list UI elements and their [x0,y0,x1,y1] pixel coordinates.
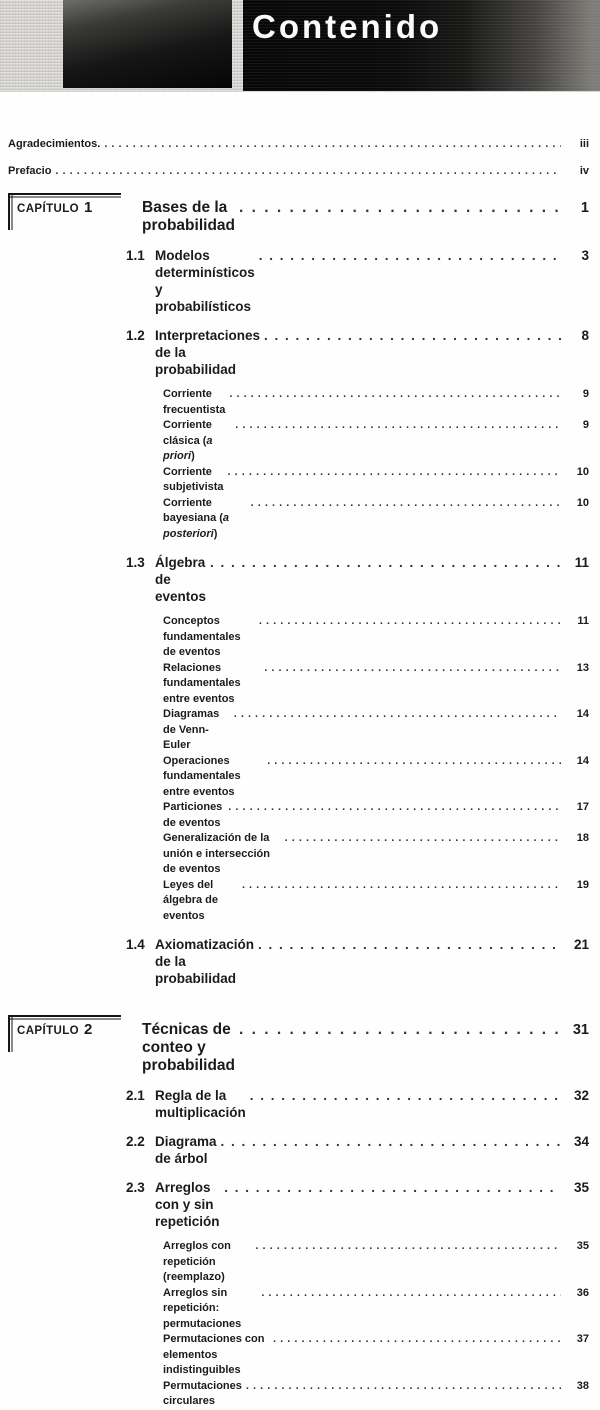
chapter-title: Técnicas de conteo y probabilidad [142,1021,235,1074]
page-number: 19 [576,878,589,891]
subsection-list [163,614,589,924]
leader-dots [55,164,561,179]
subsection-title [163,1332,269,1379]
chapter-label: CAPÍTULO [17,1025,79,1037]
leader-dots [258,936,561,953]
chapter-title: Bases de la probabilidad [142,199,235,234]
leader-dots [228,465,561,481]
subsection-text: Operaciones fundamentales entre eventos [163,754,241,798]
page-number: 17 [576,801,589,813]
subsection-title [163,496,247,543]
page-number: 35 [573,1180,589,1195]
page-number: 18 [576,832,589,844]
subsection-title [163,878,238,925]
page-number: 9 [582,388,589,400]
chapter-head [8,1015,589,1075]
toc-row [142,193,589,235]
page-number: 10 [576,496,589,509]
subsection-text: Corriente frecuentista [163,388,226,416]
subsection-row [163,465,589,496]
subsection-text: Particiones de eventos [163,801,223,829]
leader-dots [267,754,561,770]
leader-dots [224,1179,561,1196]
section-title: Arreglos con y sin repetición [155,1180,220,1229]
toc-content [0,92,600,1407]
leader-dots [264,327,561,344]
subsection-row [163,614,589,661]
leader-dots [250,1087,561,1104]
subsection-title [163,707,230,754]
chapter-list [8,179,589,1410]
section-title: Regla de la multiplicación [155,1088,246,1120]
section-title: Axiomatización de la probabilidad [155,937,255,986]
page-number: iv [579,165,589,177]
subsection-row [163,418,589,465]
leader-dots [229,387,561,403]
section-list [8,235,589,987]
chapter-number: 2 [83,1021,93,1038]
leader-dots [259,614,561,630]
subsection-title [163,465,224,496]
chapter-box [8,193,121,223]
leader-dots [261,1286,561,1302]
page-number: 3 [581,248,589,263]
leader-dots [251,496,561,512]
page-number: 21 [573,937,589,952]
subsection-row [163,387,589,418]
section-number: 1.1 [126,248,145,263]
page-number: 31 [572,1022,589,1038]
subsection-text: Arreglos con repetición (reemplazo) [163,1240,231,1283]
page-number: 38 [576,1379,589,1392]
subsection-row [163,1286,589,1333]
subsection-title [163,661,260,708]
subsection-row [163,1379,589,1410]
leader-dots [234,707,561,723]
subsection-text: ) [191,450,195,462]
chapter-block [8,1015,589,1410]
banner-title-block [243,0,600,91]
page-number: 34 [573,1134,589,1149]
chapter-box [8,1015,121,1045]
page-title: Contenido [252,8,443,45]
subsection-title [163,1239,251,1286]
page-number: 11 [577,615,589,627]
subsection-text: Leyes del álgebra de eventos [163,878,219,922]
subsection-text: Arreglos sin repetición: permutaciones [163,1286,242,1330]
subsection-text: Permutaciones con elementos indistinguibles [163,1333,265,1376]
subsection-title [163,800,224,831]
toc-row [142,1015,589,1075]
subsection-title [163,418,231,465]
toc-row [126,1133,589,1167]
section-number: 2.2 [126,1134,145,1149]
page-number: 10 [576,465,589,478]
toc-row [126,936,589,987]
banner [0,0,600,92]
page-number: iii [579,138,589,150]
page-number: 8 [581,328,589,343]
section-title: Diagrama de árbol [155,1134,217,1166]
leader-dots [255,1239,561,1255]
subsection-row [163,800,589,831]
subsection-list [163,1239,589,1410]
subsection-row [163,878,589,925]
leader-dots [239,199,561,217]
chapter-number: 1 [83,199,93,216]
subsection-title [163,1286,257,1333]
leader-dots [259,247,561,264]
chapter-label: CAPÍTULO [17,203,79,215]
section-title: Álgebra de eventos [155,555,207,604]
toc-row [8,164,589,179]
front-matter-list [8,137,589,179]
subsection-title [163,831,281,878]
section-number: 1.2 [126,328,145,343]
section-number: 1.4 [126,937,145,952]
subsection-text: ) [213,527,218,540]
page-number: 1 [580,200,589,216]
leader-dots [210,554,561,571]
toc-row [126,554,589,605]
subsection-text: Generalización de la unión e intersección de eventos [163,832,270,875]
toc-row [126,327,589,378]
leader-dots [235,418,561,434]
page-number: 36 [576,1286,589,1299]
page-number: 37 [576,1333,589,1345]
leader-dots [242,878,561,894]
leader-dots [273,1332,561,1348]
section-number: 2.3 [126,1180,145,1195]
subsection-row [163,1332,589,1379]
subsection-text: Corriente bayesiana ( [163,496,223,524]
subsection-text: Permutaciones circulares [163,1379,242,1407]
entry-label: Prefacio [8,165,52,177]
subsection-row [163,707,589,754]
section-title: Interpretaciones de la probabilidad [155,328,261,377]
subsection-title [163,614,255,661]
subsection-text: Corriente subjetivista [163,465,224,493]
toc-row [126,1179,589,1230]
page-number: 11 [574,555,589,570]
leader-dots [104,137,561,152]
subsection-text: Conceptos fundamentales de eventos [163,615,241,658]
leader-dots [246,1379,561,1395]
subsection-text: Diagramas de Venn-Euler [163,708,220,751]
page-number: 13 [576,661,589,674]
toc-row [126,1087,589,1121]
page-number: 32 [573,1088,589,1103]
subsection-row [163,496,589,543]
subsection-row [163,831,589,878]
subsection-row [163,754,589,801]
leader-dots [264,661,561,677]
page-number: 9 [582,419,589,431]
subsection-row [163,1239,589,1286]
chapter-block [8,193,589,987]
subsection-title [163,387,225,418]
section-list [8,1075,589,1410]
subsection-row [163,661,589,708]
subsection-italic: a posteriori [163,512,230,540]
page-number: 14 [576,754,589,767]
toc-row [126,247,589,315]
page-number: 35 [576,1240,589,1252]
section-title: Modelos determinísticos y probabilísticos [155,248,255,314]
subsection-text: Corriente clásica ( [163,419,212,447]
section-number: 2.1 [126,1088,145,1103]
subsection-title [163,754,263,801]
subsection-title [163,1379,242,1410]
leader-dots [285,831,561,847]
chapter-head [8,193,589,235]
subsection-text: Relaciones fundamentales entre eventos [163,661,241,705]
banner-left-block [63,0,232,88]
leader-dots [228,800,561,816]
page-number: 14 [576,708,589,720]
subsection-italic: a priori [163,434,213,462]
subsection-list [163,387,589,542]
toc-row [8,137,589,152]
leader-dots [239,1021,561,1039]
section-number: 1.3 [126,555,145,570]
entry-label: Agradecimientos. [8,138,101,150]
leader-dots [221,1133,561,1150]
